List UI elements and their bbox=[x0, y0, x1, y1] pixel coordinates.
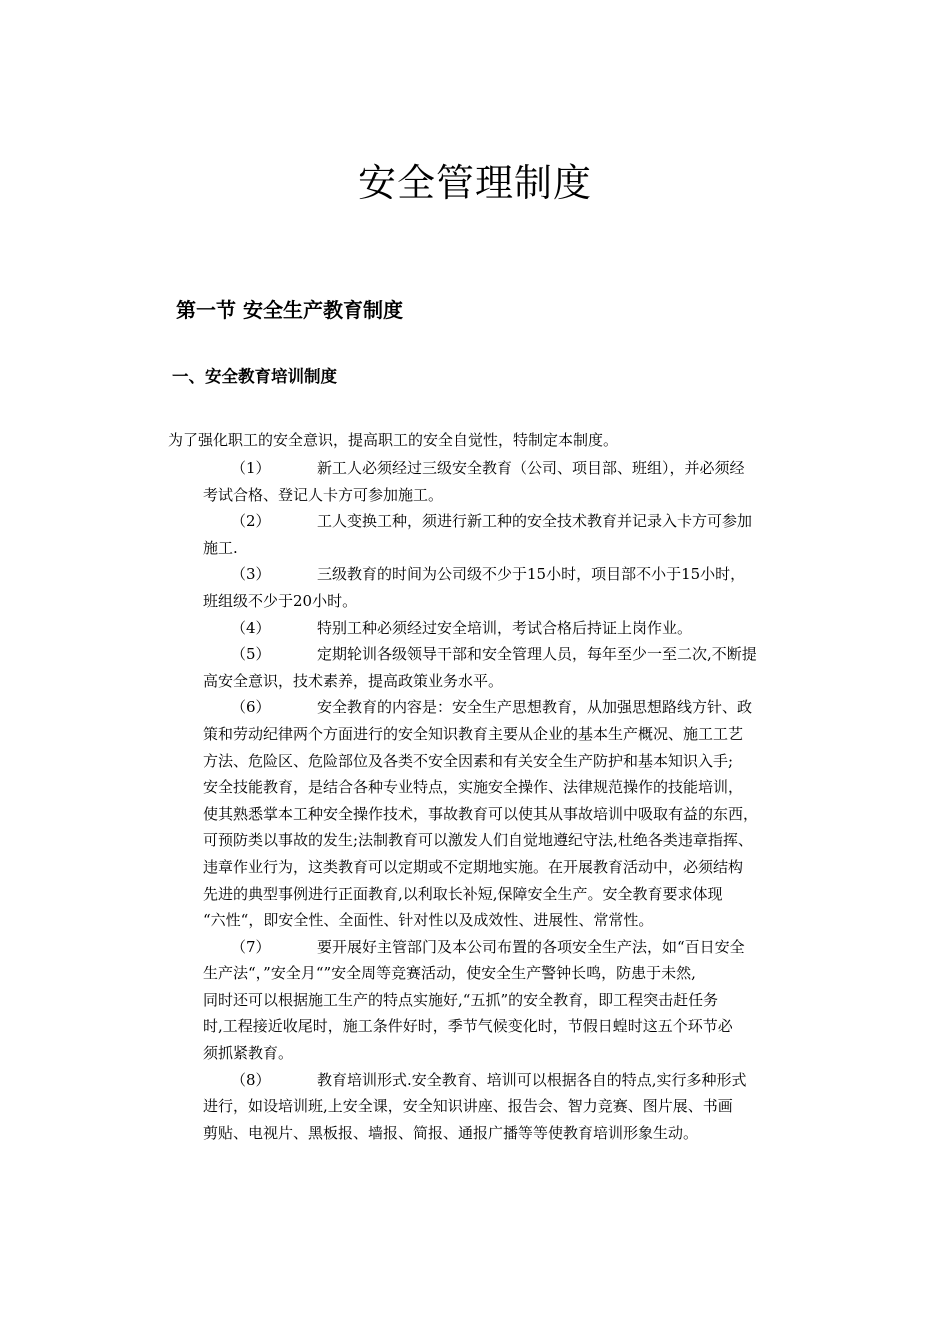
rule-text: 进行，如设培训班,上安全课，安全知识讲座、报告会、智力竞赛、图片展、书画 bbox=[203, 1097, 733, 1116]
rule-line bbox=[203, 535, 813, 562]
rule-text: 教育培训形式.安全教育、培训可以根据各自的特点,实行多种形式 bbox=[317, 1070, 747, 1089]
rule-number: （3） bbox=[231, 565, 271, 584]
rule-text: 剪贴、电视片、黑板报、墙报、简报、通报广播等等使教育培训形象生动。 bbox=[203, 1123, 699, 1142]
rule-line bbox=[203, 1093, 813, 1120]
rule-item bbox=[203, 508, 813, 561]
rule-text: 同时还可以根据施工生产的特点实施好,“五抓”的安全教育，即工程突击赶任务 bbox=[203, 990, 719, 1009]
rule-line bbox=[203, 854, 813, 881]
rule-text: 三级教育的时间为公司级不少于15小时，项目部不小于15小时， bbox=[317, 565, 746, 584]
rule-line bbox=[203, 641, 813, 668]
rule-text: 先进的典型事例进行正面教育,以利取长补短,保障安全生产。安全教育要求体现 bbox=[203, 884, 723, 903]
rule-text: 施工. bbox=[203, 538, 238, 557]
rule-line bbox=[203, 987, 813, 1014]
rule-item bbox=[203, 934, 813, 1067]
rule-line bbox=[203, 615, 813, 642]
rule-number: （6） bbox=[231, 698, 271, 717]
rule-text: 特别工种必须经过安全培训，考试合格后持证上岗作业。 bbox=[317, 618, 693, 637]
rule-line bbox=[203, 721, 813, 748]
section-title: 第一节 安全生产教育制度 bbox=[176, 298, 403, 322]
rule-line bbox=[203, 508, 813, 535]
rule-text: 可预防类以事故的发生;法制教育可以激发人们自觉地遵纪守法,杜绝各类违章指挥、 bbox=[203, 831, 753, 850]
rule-text: 安全教育的内容是：安全生产思想教育，从加强思想路线方针、政 bbox=[317, 698, 753, 717]
rule-list bbox=[203, 455, 813, 1146]
rule-text: 班组级不少于20小时。 bbox=[203, 591, 358, 610]
rule-line bbox=[203, 907, 813, 934]
rule-text: 新工人必须经过三级安全教育（公司、项目部、班组），并必须经 bbox=[317, 459, 745, 477]
rule-text: 考试合格、登记人卡方可参加施工。 bbox=[203, 485, 444, 504]
subsection-title: 一、安全教育培训制度 bbox=[172, 367, 337, 386]
rule-line bbox=[203, 588, 813, 615]
rule-line bbox=[203, 748, 813, 775]
rule-line bbox=[203, 1067, 813, 1094]
rule-item bbox=[203, 615, 813, 642]
rule-line bbox=[203, 561, 813, 588]
rule-line bbox=[203, 482, 813, 509]
rule-text: 策和劳动纪律两个方面进行的安全知识教育主要从企业的基本生产概况、施工工艺 bbox=[203, 724, 744, 743]
rule-text: 要开展好主管部门及本公司布置的各项安全生产法，如“百日安全 bbox=[317, 937, 745, 956]
rule-text: 使其熟悉掌本工种安全操作技术，事故教育可以使其从事故培训中吸取有益的东西， bbox=[203, 804, 759, 823]
rule-number: （5） bbox=[231, 645, 271, 664]
rule-item bbox=[203, 561, 813, 614]
rule-text: 方法、危险区、危险部位及各类不安全因素和有关安全生产防护和基本知识入手; bbox=[203, 751, 734, 770]
rule-item bbox=[203, 694, 813, 933]
rule-text: 高安全意识，技术素养，提高政策业务水平。 bbox=[203, 671, 504, 690]
rule-line bbox=[203, 668, 813, 695]
rule-text: 安全技能教育，是结合各种专业特点，实施安全操作、法律规范操作的技能培训， bbox=[203, 778, 744, 797]
rule-text: 时,工程接近收尾时，施工条件好时，季节气候变化时，节假日蝗时这五个环节必 bbox=[203, 1017, 733, 1036]
rule-line bbox=[203, 827, 813, 854]
rule-line bbox=[203, 455, 813, 482]
rule-line bbox=[203, 774, 813, 801]
rule-text: 定期轮训各级领导干部和安全管理人员，每年至少一至二次,不断提 bbox=[317, 645, 757, 664]
rule-line bbox=[203, 960, 813, 987]
rule-number: （8） bbox=[231, 1070, 271, 1089]
rule-number: （2） bbox=[231, 512, 271, 531]
rule-item bbox=[203, 455, 813, 508]
rule-line bbox=[203, 1120, 813, 1147]
rule-text: “六性“，即安全性、全面性、针对性以及成效性、进展性、常常性。 bbox=[203, 911, 654, 930]
rule-line bbox=[203, 1040, 813, 1067]
rule-item bbox=[203, 1067, 813, 1147]
document-title: 安全管理制度 bbox=[357, 161, 592, 205]
rule-text: 生产法“，”安全月“”安全周等竞赛活动，使安全生产警钟长鸣，防患于未然, bbox=[203, 964, 696, 983]
intro-paragraph: 为了强化职工的安全意识，提高职工的安全自觉性，特制定本制度。 bbox=[168, 431, 619, 449]
rule-text: 违章作业行为，这类教育可以定期或不定期地实施。在开展教育活动中，必须结构 bbox=[203, 857, 744, 876]
rule-text: 工人变换工种，须进行新工种的安全技术教育并记录入卡方可参加 bbox=[317, 512, 753, 531]
rule-line bbox=[203, 694, 813, 721]
rule-line bbox=[203, 801, 813, 828]
rule-item bbox=[203, 641, 813, 694]
rule-line bbox=[203, 1013, 813, 1040]
rule-number: （1） bbox=[231, 459, 271, 477]
rule-text: 须抓紧教育。 bbox=[203, 1044, 294, 1063]
rule-number: （4） bbox=[231, 618, 271, 637]
rule-line bbox=[203, 934, 813, 961]
rule-line bbox=[203, 881, 813, 908]
rule-number: （7） bbox=[231, 937, 271, 956]
